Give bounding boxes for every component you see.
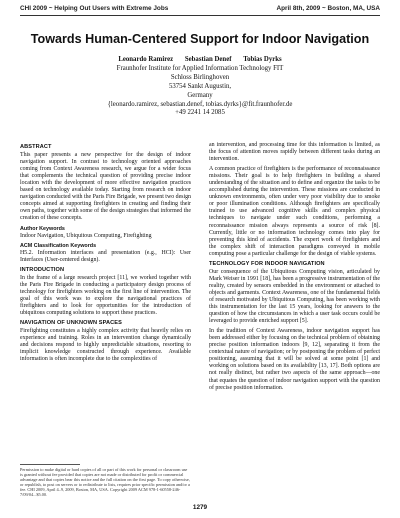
acm-heading: ACM Classification Keywords bbox=[20, 242, 97, 249]
body-paragraph: In the tradition of Context Awareness, indoor navigation support has been addressed either by focusing on the technical problem of obtaining precise position information indoors [9, 12], separating it from the contextual nature of navigation; or by postponing the problem of perfect positioning, assuming that it will be solved at some point [1] and working on solutions based on its availability [13, 17]. Both options are not really distinct, but rather two aspects of the same approach—one that equates the question of indoor navigation support with the question of precise position information. bbox=[209, 328, 380, 391]
author-name: Leonardo Ramirez bbox=[118, 56, 174, 63]
technology-heading: TECHNOLOGY FOR INDOOR NAVIGATION bbox=[209, 260, 325, 267]
page-number: 1279 bbox=[192, 504, 208, 511]
email: {leonardo.ramirez, sebastian.denef, tobias.dyrks}@fit.fraunhofer.de bbox=[107, 100, 293, 108]
address-line: Schloss Birlinghoven bbox=[170, 73, 230, 81]
author-name: Tobias Dyrks bbox=[243, 56, 282, 63]
body-paragraph: an intervention, and processing time for this information is limited, as the focus of attention moves rapidly between different tasks during an intervention. bbox=[209, 142, 380, 163]
header-left: CHI 2009 ~ Helping Out Users with Extreme Jobs bbox=[20, 5, 169, 12]
introduction-heading: INTRODUCTION bbox=[20, 266, 65, 273]
right-column bbox=[209, 142, 380, 395]
left-column bbox=[20, 142, 191, 366]
address-line: 53754 Sankt Augustin, bbox=[168, 82, 232, 90]
phone: +49 2241 14 2085 bbox=[175, 109, 225, 117]
paper-title: Towards Human-Centered Support for Indoor Navigation bbox=[30, 32, 370, 46]
keywords-heading: Author Keywords bbox=[20, 225, 65, 232]
body-paragraph: Our consequence of the Ubiquitous Computing vision, articulated by Mark Weiser in 1991 [18], has been a progressive instrumentation of the reality, created by sensors embedded in the environment or attached to objects and garments. Context Awareness, one of the fundamental fields of research motivated by Ubiquitous Computing, has been working with this instrumentation for the last 15 years, looking for answers to the question of how the circumstances in which a user task occurs could be leveraged to provide enriched support [5]. bbox=[209, 268, 380, 325]
copyright-notice: Permission to make digital or hard copies of all or part of this work for personal or classroom use is granted without fee provided that copies are not made or distributed for profit or commercial advantage and that copies bear this notice and the full citation on the first page. To copy otherwise, or republish, to post on servers or to redistribute to lists, requires prior specific permission and/or a fee. CHI 2009, April 4–9, 2009, Boston, MA, USA. Copyright 2009 ACM 978-1-60558-246-7/09/04...$5.00. bbox=[20, 467, 190, 498]
abstract-text: This paper presents a new perspective for the design of indoor navigation support. In contrast to technology oriented approaches coming from Context Awareness research, we argue for a wider focus that complements the technical question of providing precise indoor location with the development of more effective navigation practices based on technology available today. Starting from research on indoor navigation conducted with the Paris Fire Brigade, we present two design concepts aimed at supporting firefighters in creating and finding their own paths, together with some of the design strategies that informed the creation of these concepts. bbox=[20, 152, 191, 222]
footnote-divider bbox=[20, 464, 80, 465]
acm-text: H5.2. Information interfaces and presentation (e.g., HCI): User Interfaces (User-centered design). bbox=[20, 249, 191, 263]
introduction-text: In the frame of a large research project [11], we worked together with the Paris Fire Brigade in conducting a participatory design process of technology for firefighters working on the first line of intervention. The goal of this work was to explore the navigational practices of firefighters and to look for opportunities for the introduction of ubiquitous computing solutions to support these practices. bbox=[20, 274, 191, 317]
author-block bbox=[0, 56, 400, 118]
running-header bbox=[20, 5, 380, 12]
author-name: Sebastian Denef bbox=[184, 56, 232, 63]
navigation-heading: NAVIGATION OF UNKNOWN SPACES bbox=[20, 320, 122, 327]
header-right: April 8th, 2009 ~ Boston, MA, USA bbox=[276, 5, 380, 12]
navigation-text: Firefighting constitutes a highly complex activity that heavily relies on experience and training. Roles in an intervention change dynamically and decisions respond to highly unpredictable situations, resorting to implicit knowledge constructed through experience. Available information is often incomplete due to the complexities of bbox=[20, 328, 191, 363]
author-names bbox=[0, 56, 400, 65]
country: Germany bbox=[187, 91, 213, 99]
body-paragraph: A common practice of firefighters is the performance of reconnaissance missions. Their goal is to help firefighters in building a shared understanding of the situation and to define and organize the tasks to be accomplished during the intervention. These missions are conducted in unknown environments, often under very poor visibility due to smoke or poor illumination conditions. Although firefighters are specifically trained to use advanced cognitive skills and complex physical techniques to navigate under such conditions, performing a reconnaissance mission always represents a source of risk [8]. Currently, little or no information technology comes into play for preventing this kind of accidents. The expert work of firefighters and the complex shift of interaction paradigms conveyed in mobile computing pose a particular challenge for the design of viable systems. bbox=[209, 166, 380, 257]
keywords-text: Indoor Navigation, Ubiquitous Computing, Firefighting bbox=[20, 232, 152, 239]
header-divider bbox=[20, 15, 380, 16]
affiliation: Fraunhofer Institute for Applied Information Technology FIT bbox=[116, 64, 284, 72]
abstract-heading: ABSTRACT bbox=[20, 144, 52, 150]
